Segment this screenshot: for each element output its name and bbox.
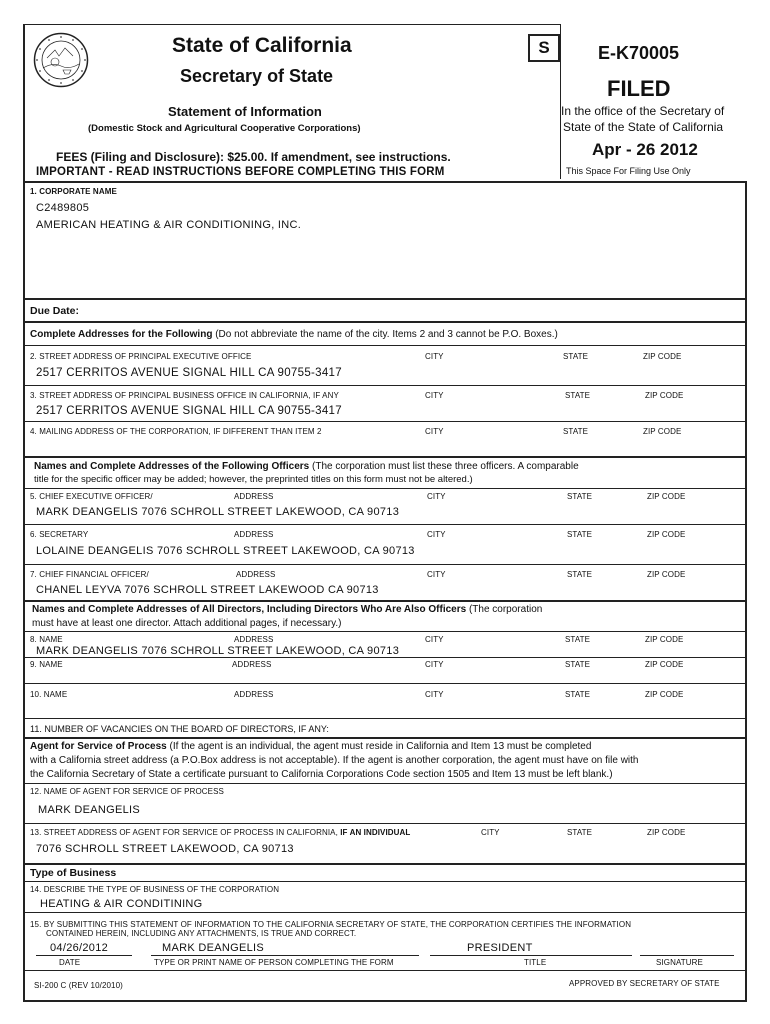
officers-heading-rest: (The corporation must list these three officers. A comparable [309,461,579,472]
item2-zip-label: ZIP CODE [643,352,682,361]
item10-label: 10. NAME [30,690,68,699]
directors-heading-bold: Names and Complete Addresses of All Directors, Including Directors Who Are Also Officers [32,604,467,615]
due-date-label: Due Date: [30,305,80,317]
item3-label: 3. STREET ADDRESS OF PRINCIPAL BUSINESS OFFICE IN CALIFORNIA, IF ANY [30,391,339,400]
item13-city-label: CITY [481,828,500,837]
corporate-name: AMERICAN HEATING & AIR CONDITIONING, INC. [36,219,302,231]
cert-date-label: DATE [59,958,81,967]
item5-address-label: ADDRESS [234,492,274,501]
item8-value: MARK DEANGELIS 7076 SCHROLL STREET LAKEWOOD, CA 90713 [36,645,400,657]
item3-city-label: CITY [425,391,444,400]
item2-city-label: CITY [425,352,444,361]
directors-heading-line2: must have at least one director. Attach additional pages, if necessary.) [32,618,342,629]
item7-city-label: CITY [427,570,446,579]
item9-label: 9. NAME [30,660,63,669]
important-line: IMPORTANT - READ INSTRUCTIONS BEFORE COMPLETING THIS FORM [36,166,445,178]
item10-state-label: STATE [565,690,591,699]
item13-label-text: 13. STREET ADDRESS OF AGENT FOR SERVICE OF PROCESS IN CALIFORNIA, [30,828,341,837]
item6-city-label: CITY [427,530,446,539]
cert-date-value: 04/26/2012 [50,942,109,954]
addresses-heading-bold: Complete Addresses for the Following [30,329,213,340]
certify-line1: 15. BY SUBMITTING THIS STATEMENT OF INFORMATION TO THE CALIFORNIA SECRETARY OF STATE, THE CORPORATION CERTIFIES THE INFORMATION [30,920,632,929]
certify-line2: CONTAINED HEREIN, INCLUDING ANY ATTACHMENTS, IS TRUE AND CORRECT. [46,929,357,938]
item5-value: MARK DEANGELIS 7076 SCHROLL STREET LAKEWOOD, CA 90713 [36,506,400,518]
item4-city-label: CITY [425,427,444,436]
item9-address-label: ADDRESS [232,660,272,669]
item10-city-label: CITY [425,690,444,699]
business-heading: Type of Business [30,867,117,879]
form-id: SI-200 C (REV 10/2010) [34,981,123,990]
item5-zip-label: ZIP CODE [647,492,686,501]
addresses-heading [30,329,558,340]
item6-address-label: ADDRESS [234,530,274,539]
cert-title-label: TITLE [524,958,547,967]
item13-label [30,828,410,837]
item8-state-label: STATE [565,635,591,644]
item5-state-label: STATE [567,492,593,501]
item12-label: 12. NAME OF AGENT FOR SERVICE OF PROCESS [30,787,224,796]
officers-heading [34,461,579,472]
statement-title: Statement of Information [168,104,322,119]
corporate-name-label: 1. CORPORATE NAME [30,187,117,196]
approved-line: APPROVED BY SECRETARY OF STATE [569,979,720,988]
item9-state-label: STATE [565,660,591,669]
item4-label: 4. MAILING ADDRESS OF THE CORPORATION, IF DIFFERENT THAN ITEM 2 [30,427,322,436]
item8-address-label: ADDRESS [234,635,274,644]
agent-heading [30,741,591,752]
directors-heading-rest: (The corporation [466,604,543,615]
item6-label: 6. SECRETARY [30,530,89,539]
item5-city-label: CITY [427,492,446,501]
filing-number: E-K70005 [598,43,680,63]
title-secretary: Secretary of State [180,66,334,86]
state-seal [33,32,89,88]
filing-use-note: This Space For Filing Use Only [566,166,691,176]
agent-heading-line2: with a California street address (a P.O.Box address is not acceptable). If the agent is another corporation, the agent must have on file with [30,755,639,766]
cert-name-value: MARK DEANGELIS [162,942,265,954]
cert-signature-label: SIGNATURE [656,958,703,967]
agent-heading-line3: the California Secretary of State a certificate pursuant to California Corporations Code section 1505 and Item 13 must be left blank.) [30,769,613,780]
item8-label: 8. NAME [30,635,63,644]
item2-label: 2. STREET ADDRESS OF PRINCIPAL EXECUTIVE OFFICE [30,352,252,361]
item14-value: HEATING & AIR CONDITINING [40,898,203,910]
item7-zip-label: ZIP CODE [647,570,686,579]
office-line-2: State of the State of California [563,120,724,134]
item10-zip-label: ZIP CODE [645,690,684,699]
item4-zip-label: ZIP CODE [643,427,682,436]
item10-address-label: ADDRESS [234,690,274,699]
office-line-1: In the office of the Secretary of [561,104,725,118]
item9-zip-label: ZIP CODE [645,660,684,669]
fees-line: FEES (Filing and Disclosure): $25.00. If amendment, see instructions. [56,150,451,164]
item7-value: CHANEL LEYVA 7076 SCHROLL STREET LAKEWOOD CA 90713 [36,584,379,596]
agent-heading-rest: (If the agent is an individual, the agent must reside in California and Item 13 must be completed [166,741,592,752]
directors-heading [32,604,542,615]
item9-city-label: CITY [425,660,444,669]
item3-value: 2517 CERRITOS AVENUE SIGNAL HILL CA 90755-3417 [36,405,342,417]
item8-city-label: CITY [425,635,444,644]
item2-value: 2517 CERRITOS AVENUE SIGNAL HILL CA 90755-3417 [36,367,342,379]
item11-label: 11. NUMBER OF VACANCIES ON THE BOARD OF DIRECTORS, IF ANY: [30,724,329,734]
agent-heading-bold: Agent for Service of Process [30,741,167,752]
corporate-number: C2489805 [36,202,90,214]
cert-title-value: PRESIDENT [467,942,533,954]
item6-state-label: STATE [567,530,593,539]
item13-state-label: STATE [567,828,593,837]
officers-heading-bold: Names and Complete Addresses of the Following Officers [34,461,310,472]
addresses-heading-rest: (Do not abbreviate the name of the city. Items 2 and 3 cannot be P.O. Boxes.) [212,329,558,340]
item13-label-bold: IF AN INDIVIDUAL [340,828,411,837]
item7-label: 7. CHIEF FINANCIAL OFFICER/ [30,570,149,579]
item7-address-label: ADDRESS [236,570,276,579]
item3-state-label: STATE [565,391,591,400]
item4-state-label: STATE [563,427,589,436]
item13-zip-label: ZIP CODE [647,828,686,837]
item5-label: 5. CHIEF EXECUTIVE OFFICER/ [30,492,153,501]
officers-heading-line2: title for the specific officer may be added; however, the preprinted titles on this form must not be altered.) [34,474,473,485]
s-box: S [528,34,560,62]
item12-value: MARK DEANGELIS [38,804,141,816]
item8-zip-label: ZIP CODE [645,635,684,644]
item2-state-label: STATE [563,352,589,361]
statement-subtitle: (Domestic Stock and Agricultural Cooperative Corporations) [88,123,361,134]
item13-value: 7076 SCHROLL STREET LAKEWOOD, CA 90713 [36,843,294,855]
item14-label: 14. DESCRIBE THE TYPE OF BUSINESS OF THE CORPORATION [30,885,280,894]
item6-zip-label: ZIP CODE [647,530,686,539]
item3-zip-label: ZIP CODE [645,391,684,400]
title-state: State of California [172,34,352,57]
cert-name-label: TYPE OR PRINT NAME OF PERSON COMPLETING THE FORM [154,958,394,967]
item6-value: LOLAINE DEANGELIS 7076 SCHROLL STREET LAKEWOOD, CA 90713 [36,545,415,557]
item7-state-label: STATE [567,570,593,579]
filing-date: Apr - 26 2012 [592,140,698,159]
filed-stamp: FILED [607,76,671,101]
